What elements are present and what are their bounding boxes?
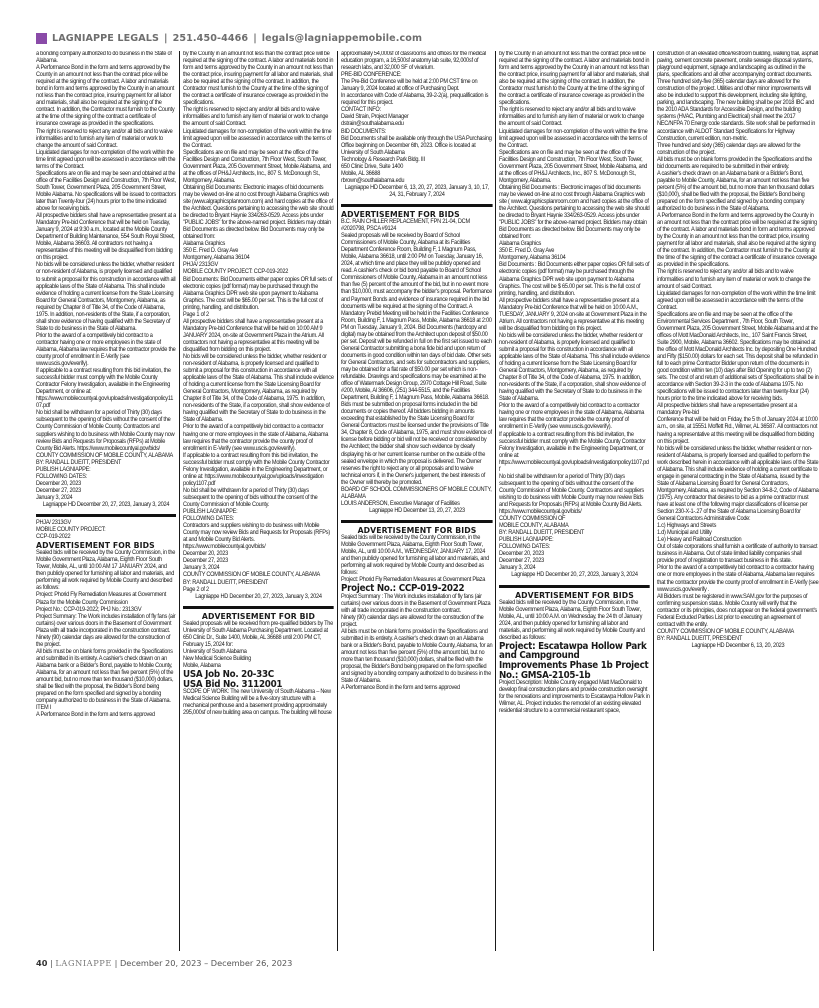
project-heading: Project: Escatawpa Hollow Park and Campground Improvements Phase 1b Project No.: GMSA-2105-1b [499,640,649,681]
section-divider-rule [499,585,650,588]
notice-paragraph: MOBILE COUNTY PROJECT: CCP-019-2022 [183,269,289,276]
notice-paragraph: All prospective bidders shall have a representative present at a Mandatory Pre-bid Conference that will be held on 10:00 AM 9 JANUARY 2024, on-site at Government Plaza in the Atrium. All contractors not having a representative at this meeting will be disqualified from bidding on this project. [183,318,324,353]
notice-paragraph: The right is reserved to reject any and/or all bids and to waive informalities and to furnish any item of material or work to change the amount of said Contract. [36,128,173,149]
notice-paragraph: Prior to the award of a competitively bid contract to a contractor having one or more employees in the state of Alabama, Alabama law requires that the contractor provide the county proof of enrollment in E-Verify (see www.uscis.gov/everify). [36,332,176,368]
notice-paragraph: David Strain, Project Manager [341,114,409,121]
notice-paragraph: All bids must be on blank forms provided in the Specifications and the bid documents are required to be submitted in their entirety. [657,156,812,170]
section-color-swatch [36,33,47,44]
notice-paragraph: BY: RANDALL DUEITT, PRESIDENT [499,530,585,537]
notice-paragraph: LOUIS ANDERSON, Executive Manager of Facilities [341,500,460,507]
column-3 [341,51,493,956]
column-text [183,51,334,717]
notice-paragraph: A cashier's check drawn on an Alabama bank or a Bidder's Bond, payable to Mobile County, Alabama, for an amount not less than five percent (5%) of the amount bid, but no more than ten thousand dollars ($10,000), shall be filed with the proposal, the Bidder's Bond being prepared on the form specified and signed by a bonding company authorized to do business in the State of Alabama. [657,170,815,213]
publication-dates-line: Lagniappe HD December 6, 13, 20, 2023 [691,642,785,649]
notice-paragraph: Project No.: CCP-019-2022; PHJ No.: 2313GV [36,606,142,613]
column-divider [337,51,338,951]
notice-paragraph: PUBLISH LAGNIAPPE: [183,509,238,516]
notice-paragraph: Bid Documents : Bid Documents either paper copies OR full sets of electronic copies (pdf format) may be purchased through the Alabama Graphics DPR web site upon payment to Alabama Graphics. The cost will be $ 65.00 per set. This is the full cost of printing, handling, and distribution. [499,262,650,297]
notice-paragraph: 650 Clinic Drive, Suite 1400 [341,163,404,170]
notice-paragraph: The right is reserved to reject any and/or all bids and to waive informalities and to furnish any item of material or work to change the amount of said Contract. [183,107,329,128]
notice-paragraph: Contractors and suppliers wishing to do business with Mobile County may now review Bids and Requests for Proposals (RFPs) at and Mobile County Bid Alerts. https://www.mobilecountyal.gov/bids/ [183,523,330,551]
notice-paragraph: MOBILE COUNTY PROJECT: [36,527,106,534]
notice-paragraph: 1.e) Heavy and Railroad Construction [657,537,742,544]
ad-heading: ADVERTISEMENT FOR BID [201,610,316,621]
notice-paragraph: 1.d) Municipal and Utility [657,530,712,537]
notice-paragraph: BID DOCUMENTS: [341,128,387,135]
footer-separator: | [114,958,118,968]
notice-paragraph: Project Description: Mobile County engaged Matt MacDonald to develop final construction plans and provide construction oversight for the renovations and improvements to Escatawpa Hollow Park in Wilmer, AL. Project includes the remodel of an existing elevated residential structure to a commercial restaurant space, [499,680,650,715]
header-phone: 251.450-4466 [172,32,249,44]
notice-paragraph: Mobile, AL 36688 [341,170,381,177]
notice-paragraph: University of South Alabama [341,149,405,156]
ad-heading: ADVERTISEMENT FOR BIDS [36,540,155,551]
notice-paragraph: No bids will be considered unless the bidder, whether resident or non-resident of Alabama, is properly licensed and qualified to submit a proposal for this construction in accordance with all applicable laws of the State of Alabama. This shall include evidence of holding a current license from the State Licensing Board for General Contractors, Montgomery, Alabama, as required by Chapter 8 of Title 34, of the Code of Alabama, 1975. In addition, non-residents of the State, if a corporation, shall show evidence of having qualified with the Secretary of State to do business in the State of Alabama. [499,332,650,403]
column-1 [36,51,176,956]
notice-paragraph: Liquidated damages for non-completion of the work within the time limit agreed upon will be assessed in accordance with the terms of the Contract. [183,128,332,149]
notice-paragraph: Project: Phorid Fly Remediation Measures at Government Plaza [341,577,486,584]
notice-paragraph: All prospective bidders shall have a representative present at a Mandatory Pre-bid Conference that will be held on 10:00 A.M., TUESDAY, JANUARY 9, 2024 on-site at Government Plaza in the Atrium. All contractors not having a representative at this meeting will be disqualified from bidding on this project. [499,297,647,332]
notice-paragraph: The right is reserved to reject any and/or all bids and to waive informalities and to furnish any item of material or work to change the amount of said Contract. [499,107,645,128]
notice-paragraph: COUNTY COMMISSION OF MOBILE COUNTY, ALABAMA [183,572,321,579]
notice-paragraph: Liquidated damages for non-completion of the work within the time limit agreed upon will be assessed in accordance with the terms of the Contract. [36,149,176,170]
notice-paragraph: December 20, 2023 [36,480,81,487]
notice-paragraph: PUBLISH LAGNIAPPE: [499,537,554,544]
notice-paragraph: MOBILE COUNTY, ALABAMA [499,523,569,530]
project-heading: USA Job No. 20-33C [183,668,274,680]
notice-paragraph: If applicable to a contract resulting from this bid invitation, the successful bidder must comply with the Mobile County Contractor Felony Investigation, available in the Engineering Department, or online at: https://www.mobilecountyal.gov/uploads/investigationpolicy1107.pdf [36,368,174,410]
notice-paragraph: Ninety (90) calendar days are allowed for the construction of the project. [341,615,484,629]
notice-paragraph: No bids will be considered unless the bidder, whether resident or non-resident of Alabama, is properly licensed and qualified to perform the work described herein in accordance with all applicable laws of the State of Alabama. This shall include evidence of holding a current certificate to engage in general contracting in the State of Alabama, issued by the State of Alabama Licensing Board for General Contractors, Montgomery, Alabama, as required by Section 34-8-2, Code of Alabama (1975). Any contractor that desires to bid as a prime contractor must have at least one of the following major classifications of license per Section 230-X-1-.27 of the State of Alabama Licensing Board for General Contractors Administrative Code: [657,445,819,523]
notice-paragraph: Sealed bids will be received by the County Commission, in the Mobile Government Plaza, Alabama, Eighth Floor South Tower, Mobile, AL, until 10:00 A.M. on Wednesday, the 24 th of January 2024, and then publicly opened for furnishing all labor and materials, and performing all work required by Mobile County and described as follows: [499,599,645,641]
column-text [657,51,819,650]
notice-paragraph: COUNTY COMMISSION OF MOBILE COUNTY, ALABAMA [36,452,174,459]
notice-paragraph: rbrown@southalabama.edu [341,177,405,184]
page-footer [36,958,292,968]
publication-dates-line: Lagniappe HD December 6, 13, 20, 27, 2023, January 3, 10, 17, 24, 31, February 7, 2024 [344,184,490,198]
notice-paragraph: by the County in an amount not less than the contract price will be required at the signing of the contract. A labor and materials bond in form and terms approved by the County in an amount not less than the contract price, insuring payment for all labor and materials, shall also be required at the signing of the contract. In addition, the Contractor must furnish to the County at the time of the signing of the contract a certificate of insurance coverage as provided in the specifications. [183,51,334,107]
column-text [341,51,493,693]
notice-paragraph: B.C. RAIN CHILLER REPLACEMENT, FPN 21-04, DCM #2020798, PSCA #9124 [341,218,470,233]
notice-paragraph: Sealed proposals will be received from pre-qualified bidders by The University of South Alabama Purchasing Department. Located at 650 Clinic Dr., Suite 1400, Mobile, AL 36688 until 2:00 PM CT, February 15, 2024 for: [183,620,334,648]
legal-notices-columns [36,51,819,956]
notice-paragraph: Sealed proposals will be received by Board of School Commissioners of Mobile County, Alabama at its Facilities Department Conference Room, Building F, 1 Magnum Pass, Mobile, Alabama 36618, until 2:00 PM on Tuesday, January 16, 2024, at which time and place they will be publicly opened and read. A cashier's check or bid bond payable to Board of School Commissioners of Mobile County, Alabama in an amount not less than five (5) percent of the amount of the bid, but in no event more than $10,000, must accompany the bidder's proposal. Performance and Payment Bonds and evidence of insurance required in the bid documents will be required at the signing of the Contract. A Mandatory Prebid Meeting will be held in the Facilities Conference Room, Building F, 1 Magnum Pass, Mobile, Alabama 36618 at 2:00 PM on Tuesday, January 9, 2024. Bid Documents (hardcopy and digital) may be obtained from the Architect upon deposit of $50.00 per set. Deposit will be refunded in full on the first set issued to each General Contractor submitting a bona fide bid and upon return of documents in good condition within ten days of bid date. Other sets for General Contractors, and sets for subcontractors and suppliers, may be obtained for a flat rate of $50.00 per set which is non-refundable. Drawings and specifications may be examined at the office of Watermark Design Group, 2970 Cottage Hill Road, Suite #200, Mobile, Al 36606, (251) 344-5515, and the Facilities Department, Building F, 1 Magnum Pass, Mobile, Alabama 36618. Bids must be submitted on proposal forms included in the bid documents or copies thereof. All bidders bidding in amounts exceeding that established by the State Licensing Board for General Contractors must be licensed under the provisions of Title 34, Chapter 8, Code of Alabama, 1975, and must show evidence of license before bidding or bid will not be received or considered by the Architect; the bidder shall show such evidence by clearly displaying his or her current license number on the outside of the sealed envelope in which the proposal is delivered. The Owner reserves the right to reject any or all proposals and to waive technical errors if, in the Owner's judgement, the best interests of the Owner will thereby be promoted. [341,233,492,486]
notice-paragraph: Sealed bids will be received by the County Commission, in the Mobile Government Plaza, Alabama, Eighth Floor South Tower, Mobile, AL, until 10:00 AM 17 JANUARY 2024, and then publicly opened for furnishing all labor and materials, and performing all work required by Mobile County and described as follows: [36,550,176,592]
column-divider [179,51,180,951]
column-text [499,51,650,715]
notice-paragraph: All bids must be on blank forms provided in the Specifications and submitted in its entirety. A cashier's check drawn on an Alabama bank or a Bidder's Bond, payable to Mobile County, Alabama, for an amount not less than five percent (5%) of the amount bid, but no more than ten thousand ($10,000) dollars, shall be filed with the proposal, the Bidder's Bond being prepared on the form specified and signed by a bonding company authorized to do business in the State of Alabama. [341,629,493,685]
header-separator: | [163,32,168,44]
notice-paragraph: December 27, 2023 [36,487,81,494]
project-heading: Project No.: CCP-019-2022 [341,583,465,595]
notice-paragraph: No bids will be considered unless the bidder, whether resident or non-resident of Alabama, is properly licensed and qualified to submit a proposal for this construction in accordance with all applicable laws of the State of Alabama. This shall include evidence of holding a current license from the State Licensing Board for General Contractors, Montgomery, Alabama, as required by Chapter 8 of Title 34, of the Code of Alabama, 1975. In addition, non-residents of the State, if a corporation, shall show evidence of having qualified with the Secretary of State to do business in the State of Alabama. [36,262,176,332]
notice-paragraph: All prospective bidders shall have a representative present at a Mandatory Pre-bid Conference that will be held on Tuesday, January 9, 2024 at 9:30 a.m., located at the Mobile County Department of Building Maintenance, 554 South Royal Street, Mobile, Alabama 36603. All contractors not having a representative of this meeting will be disqualified from bidding on this project. [36,213,176,262]
notice-paragraph: BY: RANDALL DUEITT, PRESIDENT [183,579,269,586]
footer-separator: | [50,958,53,968]
notice-paragraph: PHJA/ 2313GV [36,520,72,527]
publication-dates-line: Lagniappe HD December 20, 27, 2023, January 3, 2024 [195,593,322,600]
notice-paragraph: No bid shall be withdrawn for a period of Thirty (30) days subsequent to the opening of bids without the consent of the County Commission of Mobile County. Contractors and suppliers wishing to do business with Mobile County may now review Bids and Requests for Proposals (RFPs) at Mobile County Bid Alerts. https://www.mobilecountyal.gov/bids/ [499,473,644,516]
column-divider [653,51,654,951]
notice-paragraph: The Pre-Bid Conference will be held at 2:00 PM CST time on January 9, 2024 located at office of Purchasing Dept. [341,79,478,93]
notice-paragraph: A Performance Bond in the form and terms approved [36,712,155,719]
notice-paragraph: a bonding company authorized to do business in the State of Alabama. [36,51,172,65]
notice-paragraph: December 27, 2023 [183,558,228,565]
notice-paragraph: BOARD OF SCHOOL COMMISSIONERS OF MOBILE COUNTY, ALABAMA [341,486,492,500]
notice-paragraph: Prior to the award of a competitively bid contract to a contractor having one or more employees in the state of Alabama, Alabama law requires that the contractor provide the county proof of enrollment in E-Verify (see www.uscis.gov/everify . [657,565,819,593]
notice-paragraph: January 3, 2024 [499,565,536,572]
publication-dates-line: Lagniappe HD December 20, 27, 2023, January 3, 2024 [42,502,170,508]
column-5 [657,51,819,956]
column-2 [183,51,334,956]
notice-paragraph: Alabama Graphics [183,241,226,248]
notice-paragraph: Conference that will be held on Friday, the 5 th of January 2024 at 10:00 a.m., on site, at 15551 Moffett Rd., Wilmer, AL 36587. All contractors not having a representative at this meeting will be disqualified from bidding on this project. [657,417,818,445]
notice-paragraph: Prior to the award of a competitively bid contract to a contractor having one or more employees in the state of Alabama, Alabama law requires that the contractor provide the county proof of enrollment in E-Verify (see www.uscis.gov/everify). [183,424,329,452]
section-divider-rule [36,514,176,517]
notice-paragraph: Page 1 of 2 [183,311,209,318]
notice-paragraph: University of South Alabama [183,648,247,655]
notice-paragraph: All bids must be on blank forms provided in the Specifications and submitted in its entirety. A cashier's check drawn on an Alabama bank or a Bidder's Bond, payable to Mobile County, Alabama, for an amount not less than five percent (5%) of the amount bid, but no more than ten thousand ($10,000) dollars, shall be filed with the proposal, the Bidder's Bond being prepared on the form specified and signed by a bonding company authorized to do business in the State of Alabama. [36,648,174,705]
ad-heading: ADVERTISEMENT FOR BIDS [341,208,460,219]
publication-name: LAGNIAPPE [55,958,112,968]
notice-paragraph: If applicable to a contract resulting from this bid invitation, the successful bidder must comply with the Mobile County Contractor Felony Investigation, available in the Engineering Department, or online at: https://www.mobilecountyal.gov/uploads/investigation policy1107.pdf [183,452,330,487]
notice-paragraph: Specifications are on file and may be seen and obtained at the office of the Facilities Design and Construction, 7th Floor West, South Tower, Government Plaza, 205 Government Street, Mobile Alabama. No specifications will be issued to contractors later than Twenty-four (24) hours prior to the time indicated above for receiving bids. [36,170,176,213]
notice-paragraph: Sealed bids will be received by the County Commission, in the Mobile Government Plaza, Alabama, Eighth Floor South Tower, Mobile, AL, until 10:00 A.M., WEDNESDAY, JANUARY 17, 2024 and then publicly opened for furnishing all labor and materials, and performing all work required by Mobile County and described as follows: [341,534,489,577]
notice-paragraph: In accordance with Code of Alabama, 39-2-2(a), prequalification is required for this project. [341,93,489,107]
notice-paragraph: No bids will be considered unless the bidder, whether resident or non-resident of Alabama, is properly licensed and qualified to submit a proposal for this construction in accordance with all applicable laws of the State of Alabama. This shall include evidence of holding a current license from the State Licensing Board for General Contractors, Montgomery, Alabama, as required by Chapter 8 of Title 34, of the Code of Alabama, 1975. In addition, non-residents of the State, if a corporation, shall show evidence of having qualified with the Secretary of State to do business in the State of Alabama. [183,354,334,424]
notice-paragraph: All prospective bidders shall have a representative present at a mandatory Pre-bid [657,403,797,417]
notice-paragraph: BY: RANDALL DUEITT, PRESIDENT [36,459,122,466]
notice-paragraph: Project: Phorid Fly Remediation Measures at Government Plaza for the Mobile County Commission [36,592,167,606]
notice-paragraph: Specifications are on file and may be seen at the office of the Facilities Design and Construction, 7th Floor West, South Tower, Government Plaza, 205 Government Street, Mobile Alabama, and at the offices of PH&J Architects, Inc., 807 S. McDonough St., Montgomery, Alabama. [499,149,648,184]
notice-paragraph: All Bidders must be registered in www.SAM.gov for the purposes of confirming suspension status. Mobile County will verify that the contractor or its principles, does not appear on the federal government's Federal Excluded Parties List prior to executing an agreement of contract with the entity. [657,593,817,628]
section-divider-rule [183,606,334,609]
notice-paragraph: New Medical Science Building [183,655,252,662]
notice-paragraph: Out of state corporations shall furnish a certificate of authority to transact business in Alabama. Out of state limited liability companies shall provide proof of registration to transact business in this state. [657,544,818,565]
header-separator: | [253,32,257,44]
notice-paragraph: 350 E. Fred D. Gray Ave [183,248,239,255]
notice-paragraph: PUBLISH LAGNIAPPE: [36,466,91,473]
notice-paragraph: FOLLOWING DATES: [183,516,235,523]
notice-paragraph: A Performance Bond in the form and terms approved by the County in an amount not less than the contract price will be required at the signing of the contract. A labor and materials bond in form and terms approved by the County in an amount not less than the contract price, insuring payment for all labor and materials, shall also be required at the signing of the contract. In addition, the Contractor must furnish to the County at the time of the signing of the contract a certificate of insurance coverage as provided in the specifications. [36,65,175,128]
notice-paragraph: Montgomery, Alabama 36104 [183,255,250,262]
notice-paragraph: FOLLOWING DATES: [499,544,551,551]
notice-paragraph: Project Summary: The Work includes installation of fly fans (air curtains) over various doors in the Basement of Government Plaza with all trade incorporated in the construction contract. [36,613,176,634]
notice-paragraph: ITEM I [36,705,51,712]
notice-paragraph: The right is reserved to reject any and/or all bids and to waive informalities and to furnish any item of material or work to change the amount of said Contract. [657,269,811,290]
notice-paragraph: A Performance Bond in the form and terms approved [341,685,460,692]
notice-paragraph: Prior to the award of a competitively bid contract to a contractor having one or more employees in the state of Alabama, Alabama law requires that the contractor provide the county proof of enrollment in E-Verify (see www.uscis.gov/everify). [499,403,645,431]
notice-paragraph: BY: RANDALL DUEITT, PRESIDENT [657,635,743,642]
notice-paragraph: Specifications are on file and may be seen at the office of the Facilities Design and Construction, 7th Floor West, South Tower, Government Plaza, 205 Government Street, Mobile Alabama, and at the offices of PH&J Architects, Inc., 807 S. McDonough St., Montgomery, Alabama. [183,149,332,184]
page-number: 40 [36,958,48,968]
column-4 [499,51,650,956]
notice-paragraph: Alabama Graphics [499,241,542,248]
notice-paragraph: construction of an elevated office/restroom building, walking trail, asphalt paving, cement concrete pavement, onsite sewage disposal systems, playground equipment, signage and landscaping as outlined in the plans, specifications and all other accompanying contract documents. Three hundred sixty-five (365) calendar days are allowed for the construction of the project. Utilities and other minor improvements will also be included to support this development, including site lighting, parking, and landscaping. The new building shall be per 2018 IBC and the 2010 ADA Standards for Accessible Design, and the building systems (HVAC, Plumbing and Electrical) shall meet the 2017 NEC/NFPA 70 Energy code standards. Site work shall be performed in accordance with ALDOT Standard Specifications for Highway Construction, current edition, non-metric. [657,51,818,142]
column-divider [495,51,496,951]
notice-paragraph: Three hundred and sixty (365) calendar days are allowed for the construction of the project. [657,142,801,156]
notice-paragraph: Obtaining Bid Documents : Electronic images of bid documents may be viewed on-line at no cost through Alabama Graphics web site ( www.algraphicsplanroom.com and hard copies at the office of the Architect. Questions pertaining to accessing the web site should be directed to Bryant Haynie 334/263-0529. Access jobs under "PUBLIC JOBS" for the above-named project. Bidders may obtain Bid Documents as directed below. Bid Documents may only be obtained from: [499,184,650,241]
notice-paragraph: Montgomery, Alabama 36104 [499,255,566,262]
notice-paragraph: COUNTY COMMISSION OF MOBILE COUNTY, ALABAMA [657,628,795,635]
notice-paragraph: approximately 54,000sf of classrooms and offices for the medical education program, a 16,500sf anatomy lab suite, 92,000sf of research labs, and 32,000 SF of vivarium. [341,51,486,72]
notice-paragraph: CCP-019-2022 [36,534,71,541]
notice-paragraph: Technology & Research Park Bldg. III [341,156,425,163]
notice-paragraph: No bid shall be withdrawn for a period of Thirty (30) days subsequent to the opening of bids without the consent of the County Commission of Mobile County. [183,487,318,508]
header-email-link[interactable]: legals@lagniappemobile.com [261,32,423,44]
notice-paragraph: Bid Documents: Bid Documents either paper copies OR full sets of electronic copies (pdf format) may be purchased through the Alabama Graphics DPR web site upon payment to Alabama Graphics. The cost will be $65.00 per set. This is the full cost of printing, handling, and distribution. [183,276,333,311]
notice-paragraph: 350 E. Fred D. Gray Ave [499,248,555,255]
section-divider-rule [341,204,493,207]
issue-date-range: December 20, 2023 – December 26, 2023 [119,958,293,968]
notice-paragraph: Mobile, Alabama [183,662,221,669]
notice-paragraph: SCOPE OF WORK: The new University of South Alabama – New Medical Science Building will be a five-story structure with a mechanical penthouse and a basement providing approximately 295,000sf of new building area on campus. The building will house [183,689,332,717]
notice-paragraph: COUNTY COMMISSION OF [499,516,566,523]
column-text [36,51,176,719]
notice-paragraph: by the County in an amount not less than the contract price will be required at the signing of the contract. A labor and materials bond in form and terms approved by the County in an amount not less than the contract price, insuring payment for all labor and materials, shall also be required at the signing of the contract. In addition, the Contractor must furnish to the County at the time of the signing of the contract a certificate of insurance coverage as provided in the specifications. [499,51,650,107]
notice-paragraph: Page 2 of 2 [183,586,209,593]
page-header [36,32,422,44]
notice-paragraph: PHJA/ 2313GV [183,262,219,269]
notice-paragraph: 1.c) Highways and Streets [657,523,717,530]
ad-heading: ADVERTISEMENT FOR BIDS [357,524,477,535]
notice-paragraph: January 3, 2024 [36,494,73,501]
notice-paragraph: Ninety (90) calendar days are allowed for the construction of the project. [36,634,171,648]
notice-paragraph: PRE-BID CONFERENCE: [341,72,402,79]
notice-paragraph: Obtaining Bid Documents: Electronic images of bid documents may be viewed on-line at no cost through Alabama Graphics web site (www.algraphicsplanroom.com) and hard copies at the office of the Architect. Questions pertaining to accessing the web site should be directed to Bryant Haynie 334/263-0529. Access jobs under "PUBLIC JOBS" for the above-named project. Bidders may obtain Bid Documents as directed below. Bid Documents may only be obtained from: [183,184,334,241]
notice-paragraph: January 3, 2024 [183,565,220,572]
notice-paragraph: CONTACT INFO: [341,107,381,114]
notice-paragraph: December 27, 2023 [499,558,544,565]
notice-paragraph: December 20, 2023 [183,551,228,558]
notice-paragraph: Liquidated damages for non-completion of the work within the time limit agreed upon will be assessed in accordance with the terms of the Contract. [499,128,648,149]
notice-paragraph: December 20, 2023 [499,551,544,558]
notice-paragraph: If applicable to a contract resulting from this bid invitation, the successful bidder must comply with the Mobile County Contractor Felony Investigation, available in the Engineering Department, or online at: https://www.mobilecountyal.gov/uploads/investigationpolicy1107.pdf [499,431,649,473]
ad-heading: ADVERTISEMENT FOR BIDS [515,589,634,600]
section-divider-rule [341,520,493,523]
notice-paragraph: Project Summary : The Work includes installation of fly fans (air curtains) over various doors in the Basement of Government Plaza with all trade incorporated in the construction contract. [341,593,491,614]
publication-dates-line: Lagniappe HD December 20, 27, 2023, January 3, 2024 [511,572,638,579]
notice-paragraph: Liquidated damages for non-completion of the work within the time limit agreed upon will be assessed in accordance with the terms of the Contract. [657,290,816,311]
notice-paragraph: Bid Documents shall be available only through the USA Purchasing Office beginning on December 6th, 2023. Office is located at [341,135,492,149]
notice-paragraph: No bid shall be withdrawn for a period of Thirty (30) days subsequent to the opening of bids without the consent of the County Commission of Mobile County. Contractors and suppliers wishing to do business with Mobile County may now review Bids and Requests for Proposals (RFPs) at Mobile County Bid Alerts. https://www.mobilecountyal.gov/bids/ [36,410,175,452]
notice-paragraph: FOLLOWING DATES: [36,473,88,480]
notice-paragraph: Specifications are on file and may be seen at the office of the Environmental Services Department , 7th Floor, South Tower, Government Plaza, 205 Government Street, Mobile Alabama and at the offices of Mott MacDonald Architects, Inc., 107 Saint Francis Street, Suite 2900, Mobile, Alabama 36602. Specifications may be obtained at the office of Mott MacDonald Architects Inc. by depositing One Hundred and Fifty ($150.00) dollars for each set. This deposit shall be refunded in full to each prime Contractor Bidder upon return of the documents in good condition within ten (10) days after Bid Opening for up to two (2) sets. The cost of and return of additional sets of Specifications shall be in accordance with Section 39-2-3 in the code of Alabama 1975. No specifications will be issued to contractors later than twenty-four (24) hours prior to the time indicated above for receiving bids. [657,311,819,403]
section-title: LAGNIAPPE LEGALS [52,32,159,44]
publication-dates-line: Lagniappe HD December 13, 20, 27, 2023 [369,507,465,514]
project-heading: USA Bid No. 3112001 [183,678,283,690]
notice-paragraph: dstrain@southalabama.edu [341,121,404,128]
notice-paragraph: A Performance Bond in the form and terms approved by the County in an amount not less than the contract price will be required at the signing of the contract. A labor and materials bond in form and terms approved by the County in an amount not less than the contract price, insuring payment for all labor and materials, shall also be required at the signing of the contract. In addition, the Contractor must furnish to the County at the time of the signing of the contract a certificate of insurance coverage as provided in the specifications. [657,213,817,269]
